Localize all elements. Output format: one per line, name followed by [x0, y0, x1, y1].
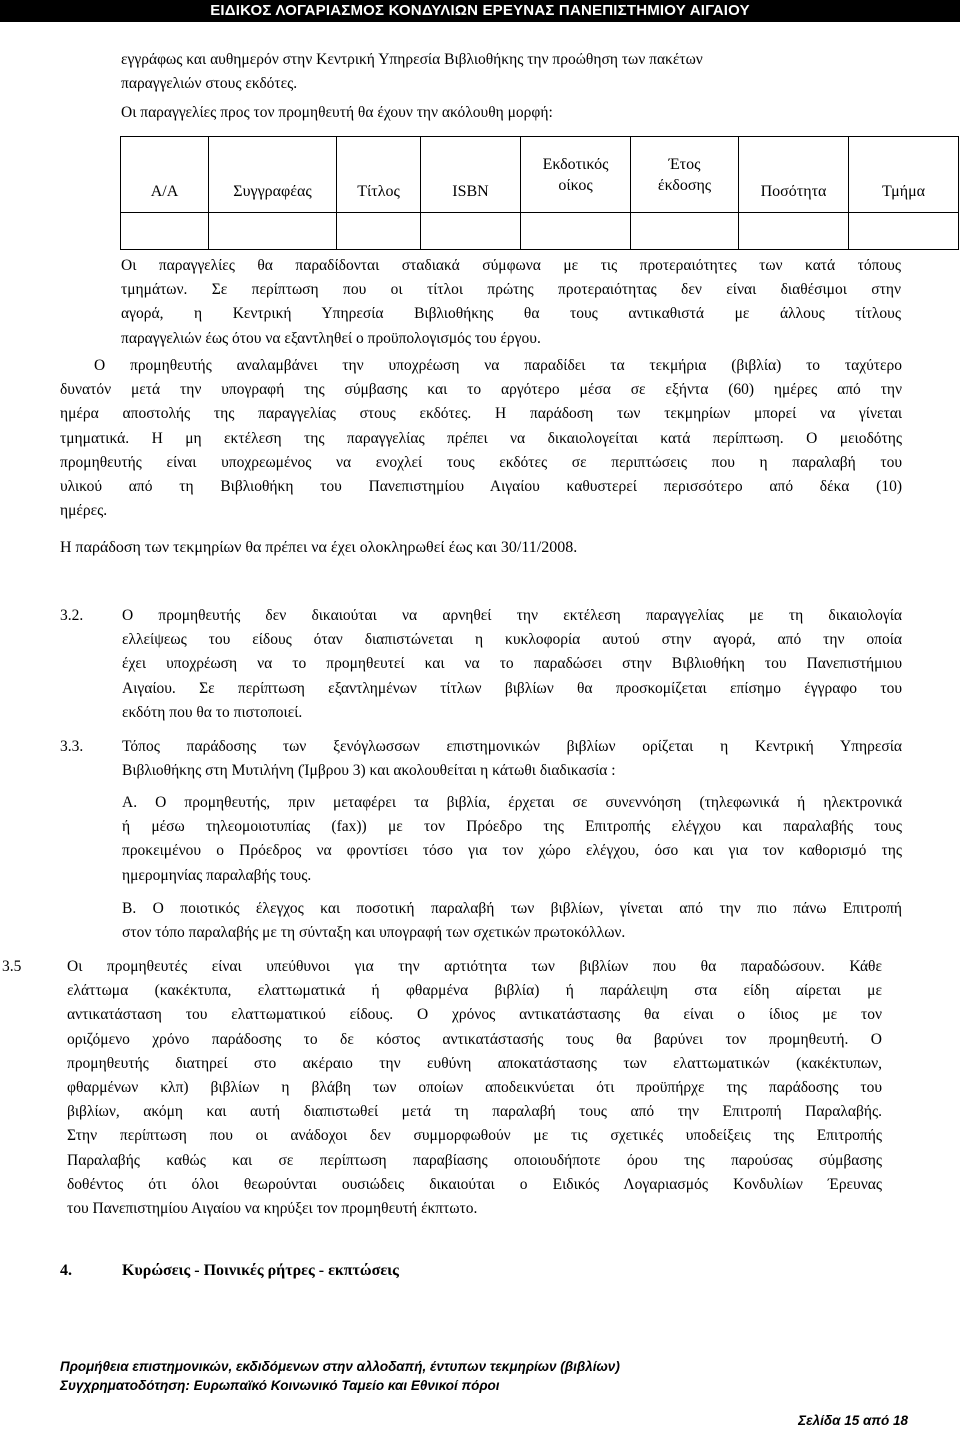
text-line: δοθέντος ότι όλοι θεωρούνται ουσιώδεις δικαιούται ο Ειδικός Λογαριασμός Κονδυλίων Έρευνας [67, 1175, 882, 1193]
text-line: προμηθευτής είναι υποχρεωμένος να ενοχλεί τους εκδότες σε περιπτώσεις που η παραλαβή του [60, 453, 902, 471]
text-line: οριζόμενο χρόνο παράδοσης το δε κόστος αντικατάστασής τους θα βαρύνει τον προμηθευτή. Ο [67, 1030, 882, 1048]
text-line: Στην περίπτωση που οι ανάδοχοι δεν συμμορφωθούν με τις σχετικές υποδείξεις της Επιτροπής [67, 1127, 882, 1145]
text-line: του Πανεπιστημίου Αιγαίου να κηρύξει τον προμηθευτή έκπτωτο. [67, 1200, 478, 1218]
text-line: Οι παραγγελίες προς τον προμηθευτή θα έχουν την ακόλουθη μορφή: [121, 103, 553, 121]
text-line: προμηθευτής διατηρεί στο ακέραιο την ευθύνη αποκατάστασης των ελαττωματικών (κακέκτυπων, [67, 1054, 882, 1072]
table-header-cell: Έτος έκδοσης [631, 137, 739, 213]
text-line: Παραλαβής καθώς και σε περίπτωση παραβίασης οποιουδήποτε όρου της παρούσας σύμβασης [67, 1151, 882, 1169]
text-line: προκειμένου ο Πρόεδρος να φροντίσει τόσο για τον χώρο ελέγχου, όσο και για τον καθορισμό της [122, 842, 902, 860]
text-line: Βιβλιοθήκης στη Μυτιλήνη (Ίμβρου 3) και ακολουθείται η κάτωθι διαδικασία : [122, 762, 616, 780]
table-header-cell: Τίτλος [337, 137, 421, 213]
text-line: Αιγαίου. Σε περίπτωση εξαντλημένων τίτλων βιβλίων θα προσκομίζεται επίσημο έγγραφο του [122, 679, 902, 697]
text-line: ημερομηνίας παραλαβής τους. [122, 866, 312, 884]
section-number: 3.2. [60, 607, 84, 624]
text-line: στον τόπο παραλαβής με τη σύνταξη και υπογραφή των σχετικών πρωτοκόλλων. [122, 924, 626, 942]
document-header: ΕΙΔΙΚΟΣ ΛΟΓΑΡΙΑΣΜΟΣ ΚΟΝΔΥΛΙΩΝ ΕΡΕΥΝΑΣ ΠΑΝΕΠΙΣΤΗΜΙΟΥ ΑΙΓΑΙΟΥ [0, 0, 960, 22]
text-line: Οι παραγγελίες θα παραδίδονται σταδιακά σύμφωνα με τις προτεραιότητες των κατά τόπους [121, 257, 901, 274]
footer-project-title: Προμήθεια επιστημονικών, εκδιδόμενων στην αλλοδαπή, έντυπων τεκμηρίων (βιβλίων) [60, 1359, 620, 1374]
table-row [121, 213, 959, 250]
footer-funding: Συγχρηματοδότηση: Ευρωπαϊκό Κοινωνικό Ταμείο και Εθνικοί πόροι [60, 1378, 500, 1393]
text-line: τμημάτων. Σε περίπτωση που οι τίτλοι πρώτης προτεραιότητας δεν είναι διαθέσιμοι στην [121, 281, 901, 299]
text-line: ή μέσω τηλεομοιοτυπίας (fax)) με τον Πρόεδρο της Επιτροπής ελέγχου και παραλαβής τους [122, 818, 902, 836]
item-a-text [122, 791, 902, 888]
text-line: δυνατόν μετά την υπογραφή της σύμβασης και το αργότερο μέσα σε εξήντα (60) ημέρες από την [60, 381, 902, 399]
item-b-text [122, 897, 902, 945]
text-line: παραγγελιών έως ότου να εξαντληθεί ο προϋπολογισμός του έργου. [121, 329, 541, 347]
section-number: 4. [60, 1262, 72, 1279]
paragraph-supplier-obligation [60, 354, 902, 523]
text-line: εκδότη που θα το πιστοποιεί. [122, 703, 303, 721]
text-line: Α. Ο προμηθευτής, πριν μεταφέρει τα βιβλία, έρχεται σε συνεννόηση (τηλεφωνικά ή ηλεκτρονικά [122, 794, 902, 811]
table-header-cell: Συγγραφέας [209, 137, 337, 213]
table-header-cell: ISBN [421, 137, 521, 213]
section-3-2-text [122, 604, 902, 725]
section-number: 3.3. [60, 738, 84, 755]
text-line: Οι προμηθευτές είναι υπεύθυνοι για την αρτιότητα των βιβλίων που θα παραδώσουν. Κάθε [67, 958, 882, 975]
order-format-table [120, 136, 959, 250]
section-number: 3.5 [2, 958, 22, 975]
section-3-3-text [122, 735, 902, 783]
text-line: υλικού από τη Βιβλιοθήκη του Πανεπιστημίου Αιγαίου καθυστερεί περισσότερο από δέκα (10) [60, 478, 902, 496]
section-heading: Κυρώσεις - Ποινικές ρήτρες - εκπτώσεις [122, 1262, 399, 1279]
text-line: Ο προμηθευτής δεν δικαιούται να αρνηθεί την εκτέλεση παραγγελίας με τη δικαιολογία [122, 607, 902, 624]
text-line: ημέρες. [60, 502, 108, 520]
text-line: ημέρα αποστολής της παραγγελίας στους εκδότες. Η παράδοση των τεκμηρίων μπορεί να γίνεται [60, 405, 902, 423]
text-line: Τόπος παράδοσης των ξενόγλωσσων επιστημονικών βιβλίων ορίζεται η Κεντρική Υπηρεσία [122, 738, 902, 755]
intro-text [121, 48, 703, 125]
paragraph-orders [121, 254, 901, 351]
text-line: αντικατάσταση του ελαττωματικού είδους. Ο χρόνος αντικατάστασης θα είναι ο ίδιος με τον [67, 1006, 882, 1024]
table-header-cell: Α/Α [121, 137, 209, 213]
table-header-cell: Ποσότητα [739, 137, 849, 213]
text-line: Β. Ο ποιοτικός έλεγχος και ποσοτική παραλαβή των βιβλίων, γίνεται από την πιο πάνω Επιτροπή [122, 900, 902, 917]
text-line: τμηματικά. Η μη εκτέλεση της παραγγελίας πρέπει να δικαιολογείται κατά περίπτωση. Ο μειοδότης [60, 429, 902, 447]
delivery-deadline: Η παράδοση των τεκμηρίων θα πρέπει να έχει ολοκληρωθεί έως και 30/11/2008. [60, 539, 578, 556]
text-line: φθαρμένων κλπ) βιβλίων η βλάβη των οποίων αποδεικνύεται ότι προϋπήρχε της παράδοσης του [67, 1079, 882, 1097]
text-line: ελάττωμα (κακέκτυπα, ελαττωματικά ή φθαρμένα βιβλία) ή παράλειψη στα είδη αίρεται με [67, 982, 882, 1000]
text-line: αγορά, η Κεντρική Υπηρεσία Βιβλιοθήκης θα τους αντικαθιστά με άλλους τίτλους [121, 305, 901, 323]
page-number: Σελίδα 15 από 18 [798, 1413, 908, 1428]
text-line: παραγγελιών στους εκδότες. [121, 75, 298, 93]
text-line: εγγράφως και αυθημερόν στην Κεντρική Υπηρεσία Βιβλιοθήκης την προώθηση των πακέτων [121, 51, 703, 68]
text-line: ελλείψεως του είδους όταν διαπιστώνεται η κυκλοφορία αυτού στην αγορά, από την οποία [122, 631, 902, 649]
section-3-5-text [67, 955, 882, 1221]
table-header-cell: Εκδοτικός οίκος [521, 137, 631, 213]
table-header-cell: Τμήμα [849, 137, 959, 213]
text-line: Ο προμηθευτής αναλαμβάνει την υποχρέωση να παραδίδει τα τεκμήρια (βιβλία) το ταχύτερο [94, 357, 902, 374]
text-line: βιβλίων, ακόμη και αυτή διαπιστωθεί μετά τη παραλαβή τους από την Επιτροπή Παραλαβής. [67, 1103, 882, 1121]
table-header-row [121, 137, 959, 213]
text-line: έχει υποχρέωση να το προμηθευτεί και να το παραδώσει στην Βιβλιοθήκη του Πανεπιστήμιου [122, 655, 902, 673]
